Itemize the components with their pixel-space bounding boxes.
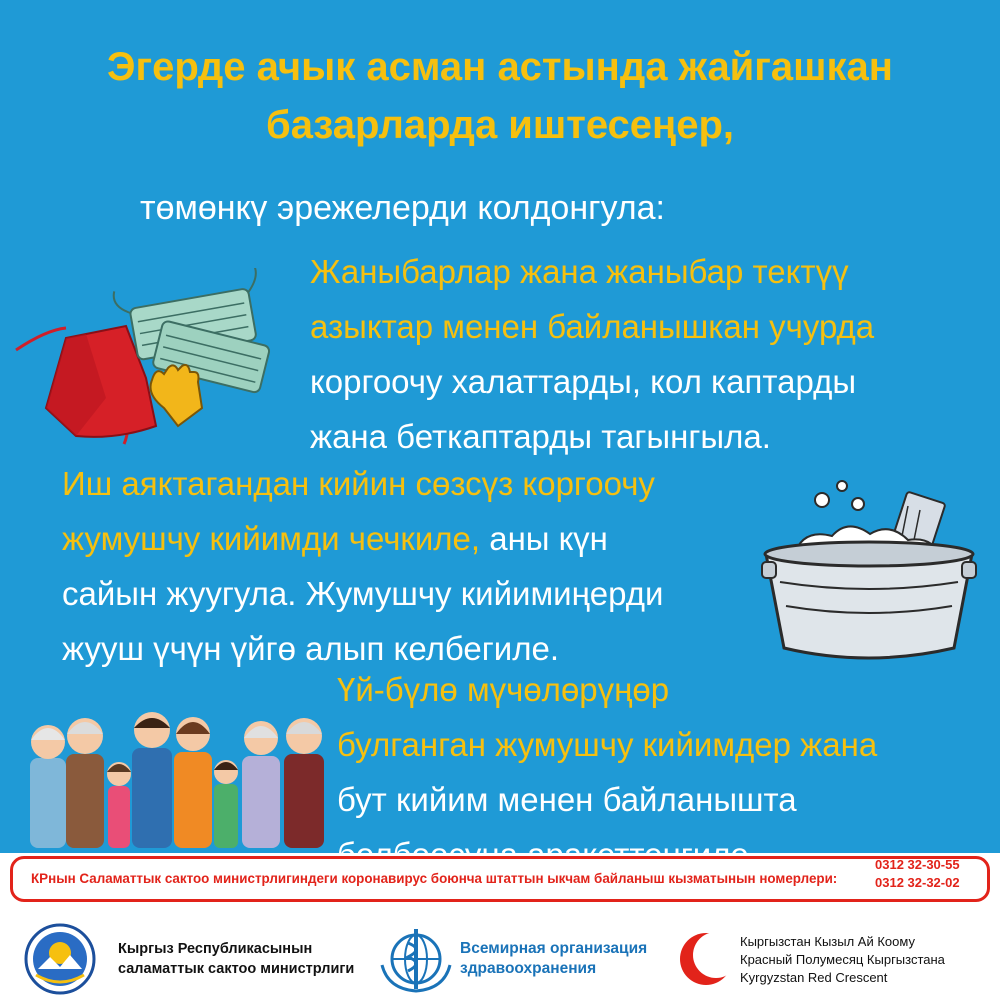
rule-3 [337, 662, 977, 882]
red-crescent-name [740, 933, 945, 987]
ministry-name-line-2: саламаттык сактоо министрлиги [118, 961, 355, 977]
red-crescent-line-2: Красный Полумесяц Кыргызстана [740, 952, 945, 967]
rule-3-highlight-2: булганган жумушчу кийимдер жана [337, 726, 878, 763]
protective-gear-illustration [6, 268, 276, 448]
rule-1-highlight-1: Жаныбарлар жана жаныбар тектүү [310, 253, 849, 290]
who-name-line-2: здравоохранения [460, 960, 597, 977]
rule-3-highlight-1: Үй-бүлө мүчөлөрүңөр [337, 671, 670, 708]
rule-2-highlight-1: Иш аяктагандан кийин сөзсүз коргоочу [62, 465, 655, 502]
subtitle: төмөнкү эрежелерди колдонгула: [140, 189, 665, 227]
rule-3-text-1: бут кийим менен байланышта [337, 781, 797, 818]
ministry-emblem-icon [24, 923, 96, 995]
title-line-2: базарларда иштесеңер, [265, 103, 734, 147]
hotline-banner [10, 856, 990, 902]
rule-2-text-1: аны күн [480, 520, 608, 557]
footer [0, 853, 1000, 999]
red-crescent-icon [676, 929, 732, 989]
rule-2-line-2 [62, 511, 782, 566]
who-name-line-1: Всемирная организация [460, 940, 648, 957]
who-name [460, 939, 647, 979]
rule-1-text-1: коргоочу халаттарды, кол каптарды [310, 363, 857, 400]
rule-2 [62, 456, 782, 676]
hotline-text: КРнын Саламаттык сактоо министрлигиндеги коронавирус боюнча штаттын ыкчам байланыш кызматынын номерлери: [31, 871, 838, 886]
hotline-phone-1: 0312 32-30-55 [875, 857, 960, 872]
rule-1-text-2: жана беткаптарды тагынгыла. [310, 418, 771, 455]
ministry-name-line-1: Кыргыз Республикасынын [118, 941, 313, 957]
title-line-1: Эгерде ачык асман астында жайгашкан [107, 45, 893, 89]
rule-1-highlight-2: азыктар менен байланышкан учурда [310, 308, 875, 345]
ministry-name [118, 939, 354, 979]
wash-basin-illustration [758, 478, 980, 662]
red-crescent-line-1: Кыргызстан Кызыл Ай Коому [740, 934, 915, 949]
who-emblem-icon [378, 925, 454, 995]
rule-2-text-2: сайын жуугула. Жумушчу кийимиңерди [62, 575, 664, 612]
hotline-phone-2: 0312 32-32-02 [875, 875, 960, 890]
rule-1 [310, 244, 970, 464]
hotline-phones [875, 856, 960, 892]
rule-2-text-3: жууш үчүн үйгө алып келбегиле. [62, 630, 559, 667]
red-crescent-line-3: Kyrgyzstan Red Crescent [740, 970, 888, 985]
rule-2-highlight-2: жумушчу кийимди чечкиле, [62, 520, 481, 557]
family-illustration [22, 708, 334, 848]
poster-title [0, 38, 1000, 154]
